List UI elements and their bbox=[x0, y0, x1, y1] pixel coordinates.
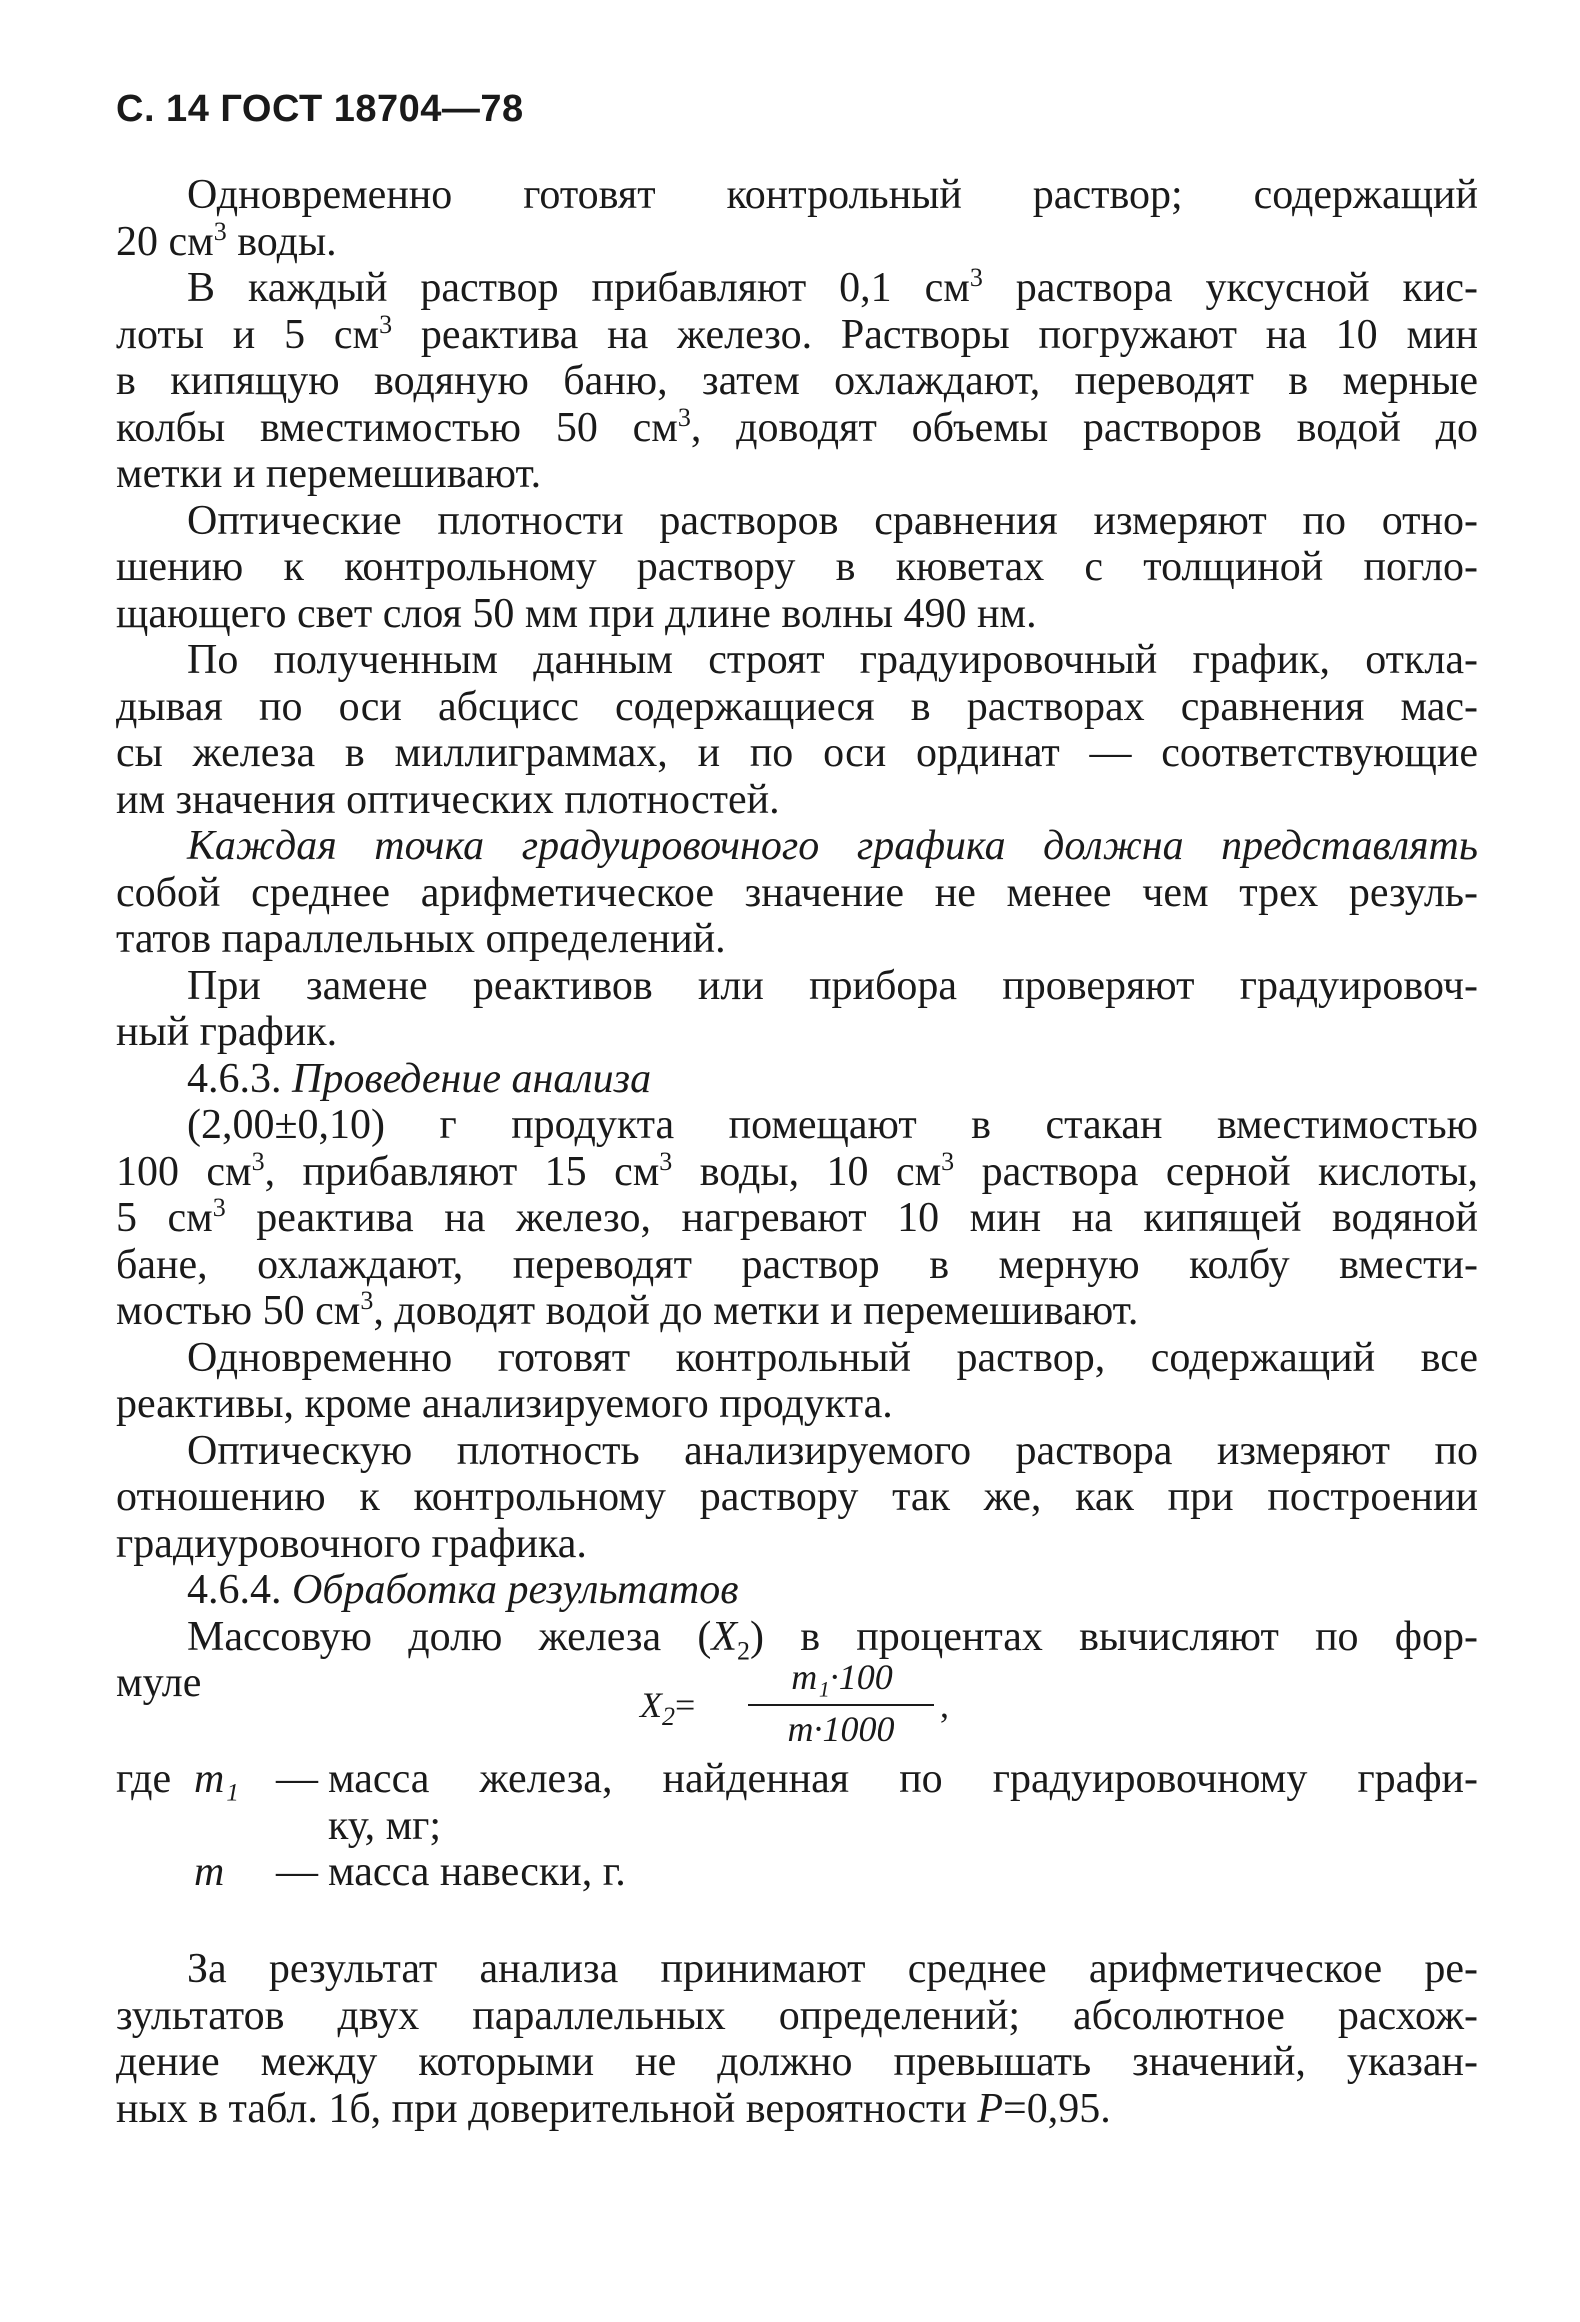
text-line: шению к контрольному раствору в кюветах с толщиной погло- bbox=[116, 544, 1478, 590]
text-line: зультатов двух параллельных определений; абсолютное расхож- bbox=[116, 1992, 1478, 2039]
text-line: ных в табл. 1б, при доверительной вероятности P=0,95. bbox=[116, 2085, 1111, 2132]
definition-m1-continued: ку, мг; bbox=[328, 1802, 442, 1849]
section-heading-4-6-3: 4.6.3. Проведение анализа bbox=[187, 1055, 652, 1102]
text-line: Оптические плотности растворов сравнения измеряют по отно- bbox=[187, 497, 1478, 544]
text-line: мостью 50 $см^3$, доводят водой до метки и перемешивают. bbox=[116, 1286, 1139, 1334]
text-line: За результат анализа принимают среднее арифметическое ре- bbox=[187, 1946, 1478, 1992]
text-line: сы железа в миллиграммах, и по оси ординат — соответствующие bbox=[116, 730, 1478, 776]
section-heading-4-6-4: 4.6.4. Обработка результатов bbox=[187, 1567, 739, 1613]
text-line: Каждая точка градуировочного графика должна представлять bbox=[187, 823, 1478, 869]
text-line: отношению к контрольному раствору так же, как при построении bbox=[116, 1474, 1478, 1520]
formula-comma: , bbox=[940, 1685, 949, 1725]
text-line: собой среднее арифметическое значение не менее чем трех резуль- bbox=[116, 869, 1478, 916]
text-line: Одновременно готовят контрольный раствор; содержащий bbox=[187, 172, 1478, 218]
text-line: метки и перемешивают. bbox=[116, 451, 542, 497]
text-line: По полученным данным строят градуировочный график, откла- bbox=[187, 637, 1478, 683]
formula-denominator: m·1000 bbox=[787, 1709, 895, 1749]
text-line: Оптическую плотность анализируемого раствора измеряют по bbox=[187, 1427, 1478, 1474]
text-line: Массовую долю железа $(X_2)$ в процентах вычисляют по фор- bbox=[187, 1613, 1478, 1665]
text-line: в кипящую водяную баню, затем охлаждают, переводят в мерные bbox=[116, 358, 1478, 404]
definition-m1: где m₁ — масса железа, найденная по градуировочному графи- bbox=[116, 1756, 1478, 1802]
text-line: щающего свет слоя 50 мм при длине волны 490 нм. bbox=[116, 590, 1037, 637]
text-line: 5 $см^3$ реактива на железо, нагревают 10 мин на кипящей водяной bbox=[116, 1193, 1478, 1241]
text-line: дение между которыми не должно превышать значений, указан- bbox=[116, 2039, 1478, 2085]
text-line: Одновременно готовят контрольный раствор, содержащий все bbox=[187, 1334, 1478, 1381]
text-line: 20 $см^3$ воды. bbox=[116, 216, 337, 265]
text-line: ный график. bbox=[116, 1009, 338, 1055]
final-paragraph bbox=[116, 1946, 1478, 2132]
formula-numerator: m₁·100 bbox=[791, 1657, 893, 1697]
text-line: 100 $см^3$, прибавляют 15 $см^3$ воды, 10 $см^3$ раствора серной кислоты, bbox=[116, 1146, 1478, 1195]
formula-lhs: $X_2=$ bbox=[640, 1685, 696, 1732]
formula-x2 bbox=[640, 1657, 1040, 1749]
text-line: реактивы, кроме анализируемого продукта. bbox=[116, 1381, 893, 1427]
text-line: градиуровочного графика. bbox=[116, 1520, 587, 1567]
variable-definitions bbox=[116, 1756, 1478, 1896]
definition-m: m — масса навески, г. bbox=[194, 1849, 626, 1895]
text-line: колбы вместимостью 50 $см^3$, доводят объемы растворов водой до bbox=[116, 402, 1478, 451]
fraction-bar bbox=[748, 1704, 934, 1706]
text-line: им значения оптических плотностей. bbox=[116, 776, 780, 823]
text-line: бане, охлаждают, переводят раствор в мерную колбу вмести- bbox=[116, 1241, 1478, 1288]
text-line: В каждый раствор прибавляют 0,1 $см^3$ раствора уксусной кис- bbox=[187, 263, 1479, 311]
document-body bbox=[116, 172, 1478, 1707]
text-line: татов параллельных определений. bbox=[116, 916, 726, 962]
text-line: дывая по оси абсцисс содержащиеся в растворах сравнения мас- bbox=[116, 683, 1478, 730]
page-header: С. 14 ГОСТ 18704—78 bbox=[116, 88, 524, 130]
text-line: (2,00±0,10) г продукта помещают в стакан вместимостью bbox=[187, 1102, 1478, 1148]
text-line: лоты и 5 $см^3$ реактива на железо. Растворы погружают на 10 мин bbox=[116, 309, 1478, 358]
text-line: муле bbox=[116, 1660, 202, 1706]
text-line: При замене реактивов или прибора проверяют градуировоч- bbox=[187, 962, 1478, 1009]
